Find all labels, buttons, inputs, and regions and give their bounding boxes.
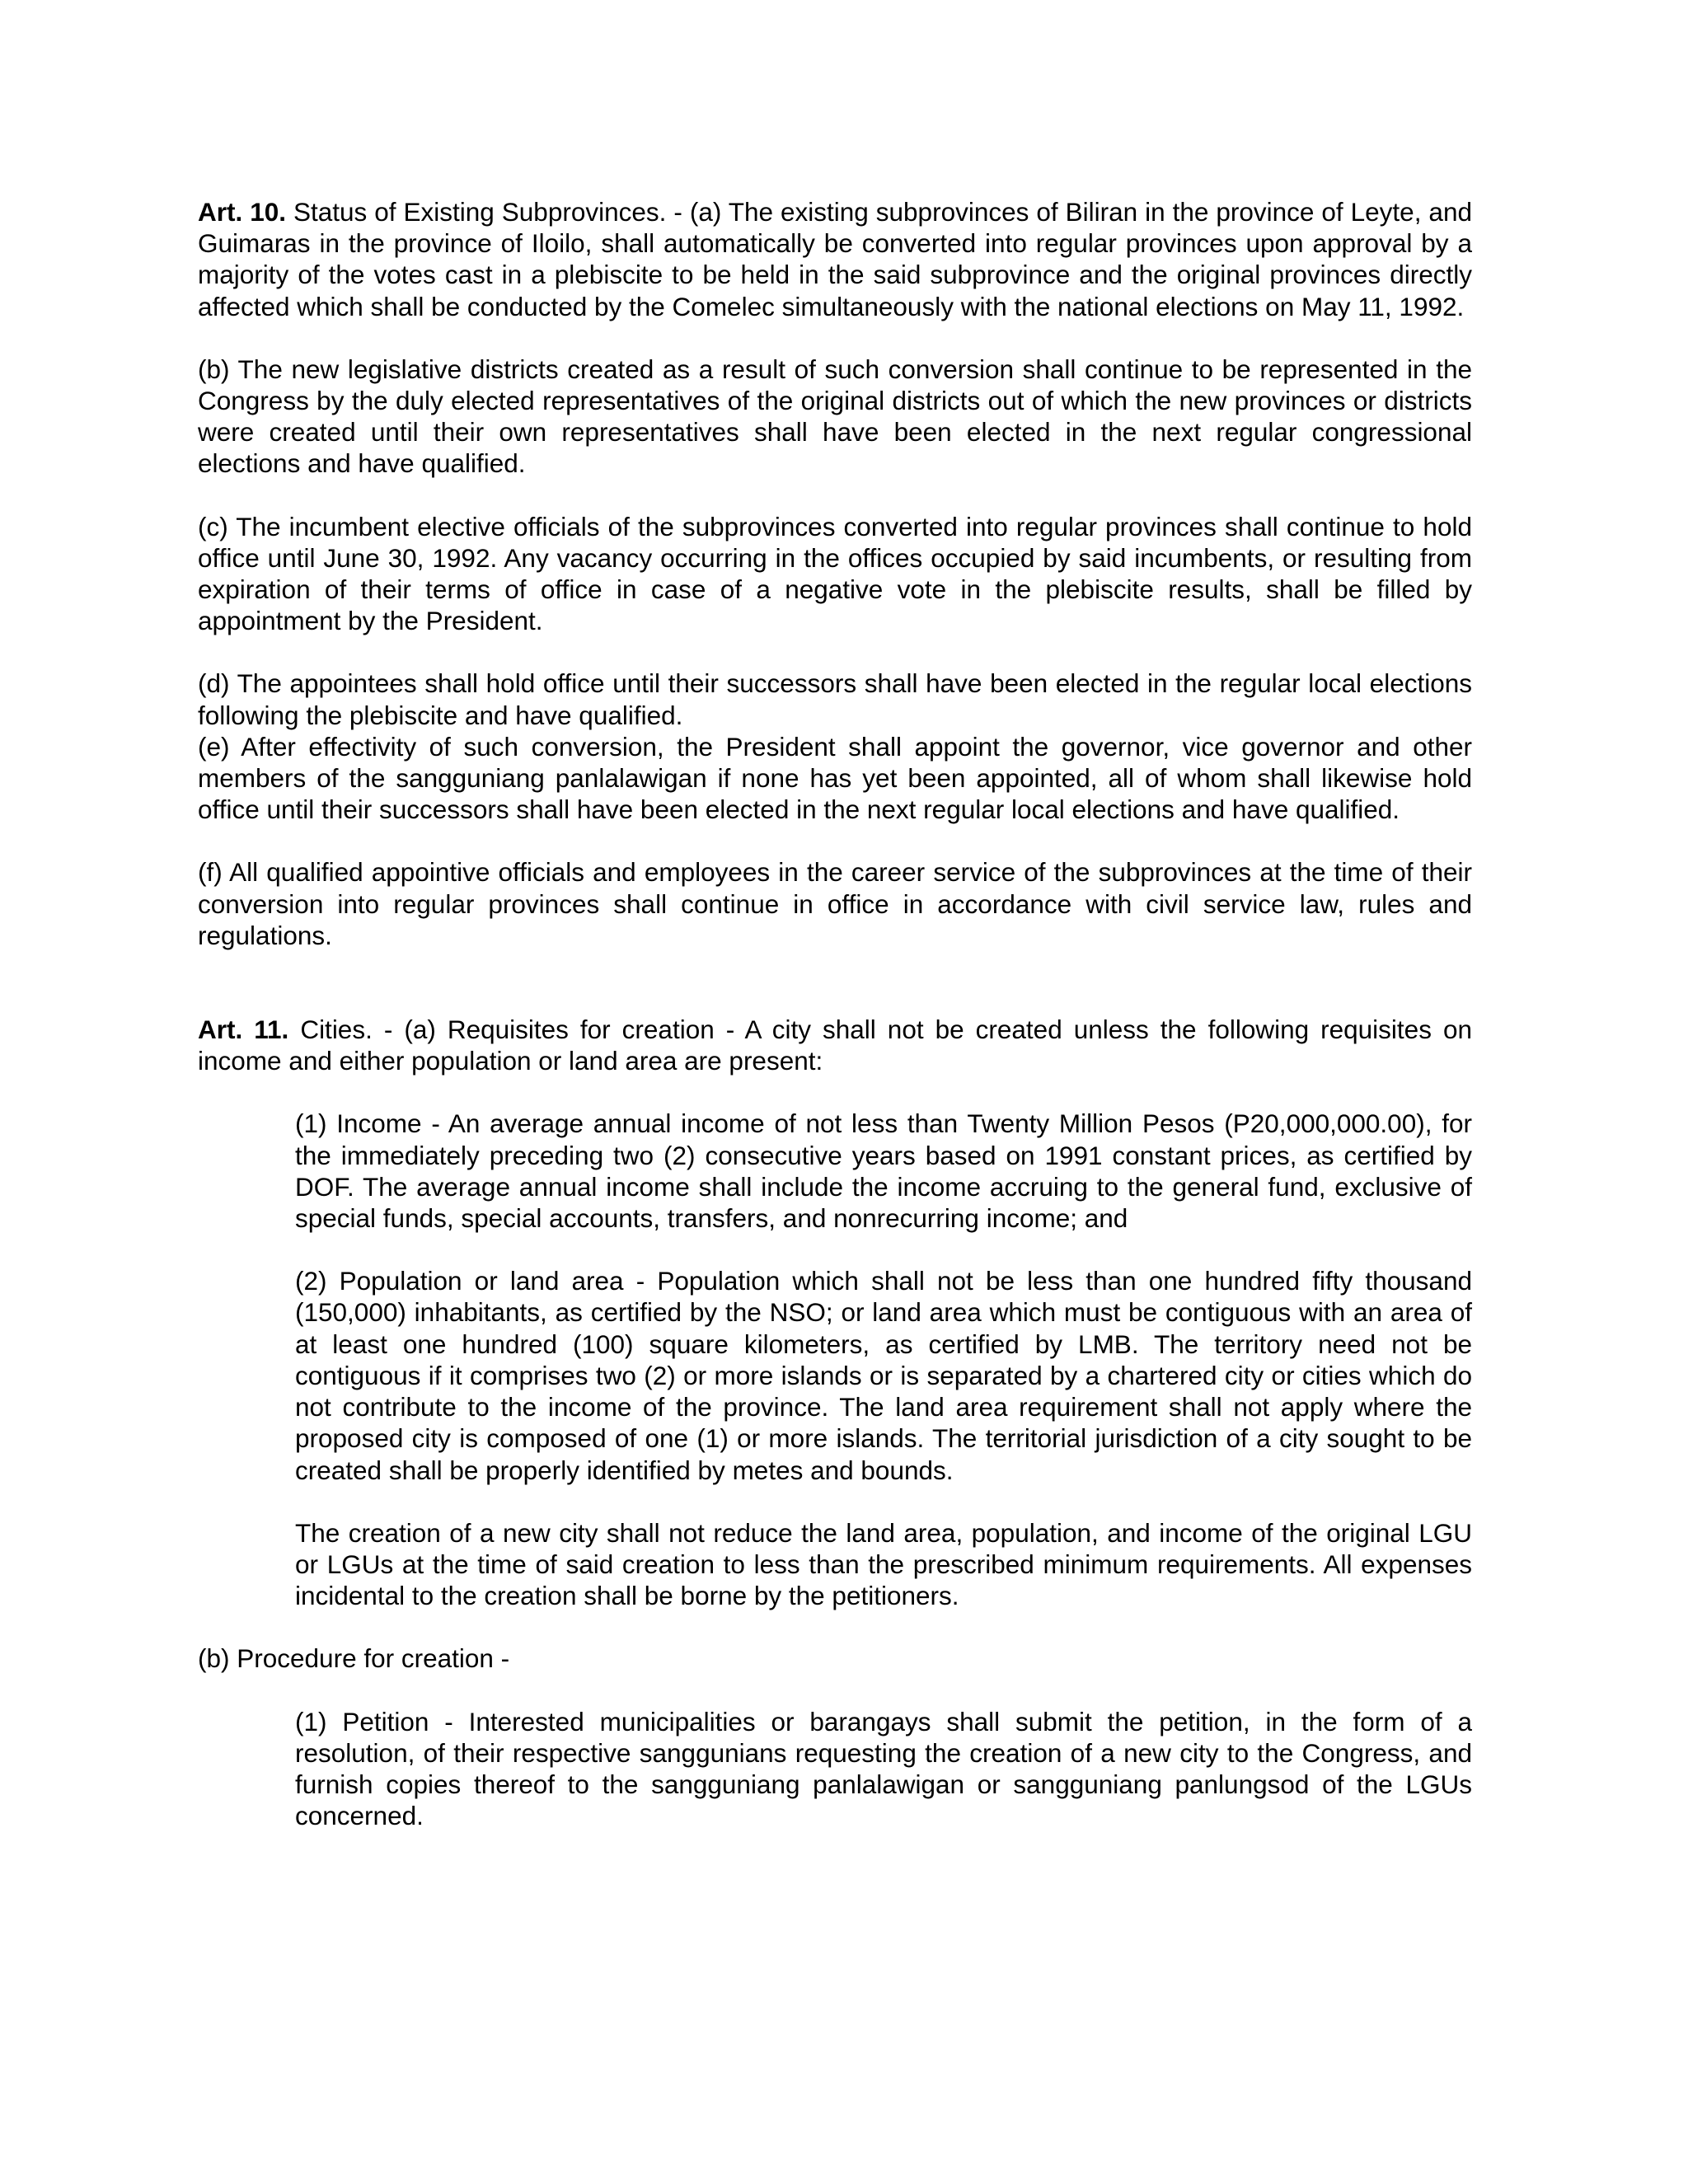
art11-text-a: Cities. - (a) Requisites for creation - A city shall not be created unless the following requisites on income and either population or land area are present:: [198, 1015, 1472, 1076]
art10-paragraph-a: [198, 196, 1472, 322]
art11-paragraph-b1: (1) Petition - Interested municipalities or barangays shall submit the petition, in the form of a resolution, of their respective sanggunians requesting the creation of a new city to the Congress, and furnish copies thereof to the sangguniang panlalawigan or sangguniang panlungsod of the LGUs concerned.: [295, 1706, 1472, 1831]
art11-paragraph-a: [198, 1014, 1472, 1076]
art10-label: Art. 10.: [198, 197, 287, 227]
art11-paragraph-a3: The creation of a new city shall not reduce the land area, population, and income of the original LGU or LGUs at the time of said creation to less than the prescribed minimum requirements. All expenses incidental to the creation shall be borne by the petitioners.: [295, 1517, 1472, 1611]
art11-paragraph-b: (b) Procedure for creation -: [198, 1643, 510, 1674]
art11-paragraph-a2: (2) Population or land area - Population which shall not be less than one hundred fifty thousand (150,000) inhabitants, as certified by the NSO; or land area which must be contiguous with an area of at least one hundred (100) square kilometers, as certified by LMB. The territory need not be contiguous if it comprises two (2) or more islands or is separated by a chartered city or cities which do not contribute to the income of the province. The land area requirement shall not apply where the proposed city is composed of one (1) or more islands. The territorial jurisdiction of a city sought to be created shall be properly identified by metes and bounds.: [295, 1266, 1472, 1485]
art10-paragraph-f: (f) All qualified appointive officials and employees in the career service of the subprovinces at the time of their conversion into regular provinces shall continue in office in accordance with civil service law, rules and regulations.: [198, 857, 1472, 950]
art10-paragraph-b: (b) The new legislative districts created as a result of such conversion shall continue to be represented in the Congress by the duly elected representatives of the original districts out of which the new provinces or districts were created until their own representatives shall have been elected in the next regular congressional elections and have qualified.: [198, 354, 1472, 479]
art11-paragraph-a1: (1) Income - An average annual income of not less than Twenty Million Pesos (P20,000,000.00), for the immediately preceding two (2) consecutive years based on 1991 constant prices, as certified by DOF. The average annual income shall include the income accruing to the general fund, exclusive of special funds, special accounts, transfers, and nonrecurring income; and: [295, 1108, 1472, 1234]
art10-paragraph-e: (e) After effectivity of such conversion, the President shall appoint the governor, vice governor and other members of the sangguniang panlalawigan if none has yet been appointed, all of whom shall likewise hold office until their successors shall have been elected in the next regular local elections and have qualified.: [198, 731, 1472, 825]
document-body: [198, 196, 1472, 1831]
art10-text-a: Status of Existing Subprovinces. - (a) The existing subprovinces of Biliran in the province of Leyte, and Guimaras in the province of Iloilo, shall automatically be converted into regular provinces upon approval by a majority of the votes cast in a plebiscite to be held in the said subprovince and the original provinces directly affected which shall be conducted by the Comelec simultaneously with the national elections on May 11, 1992.: [198, 197, 1472, 321]
art10-paragraph-c: (c) The incumbent elective officials of the subprovinces converted into regular provinces shall continue to hold office until June 30, 1992. Any vacancy occurring in the offices occupied by said incumbents, or resulting from expiration of their terms of office in case of a negative vote in the plebiscite results, shall be filled by appointment by the President.: [198, 511, 1472, 636]
art10-paragraph-d: (d) The appointees shall hold office until their successors shall have been elected in the regular local elections following the plebiscite and have qualified.: [198, 668, 1472, 730]
art11-label: Art. 11.: [198, 1015, 289, 1045]
